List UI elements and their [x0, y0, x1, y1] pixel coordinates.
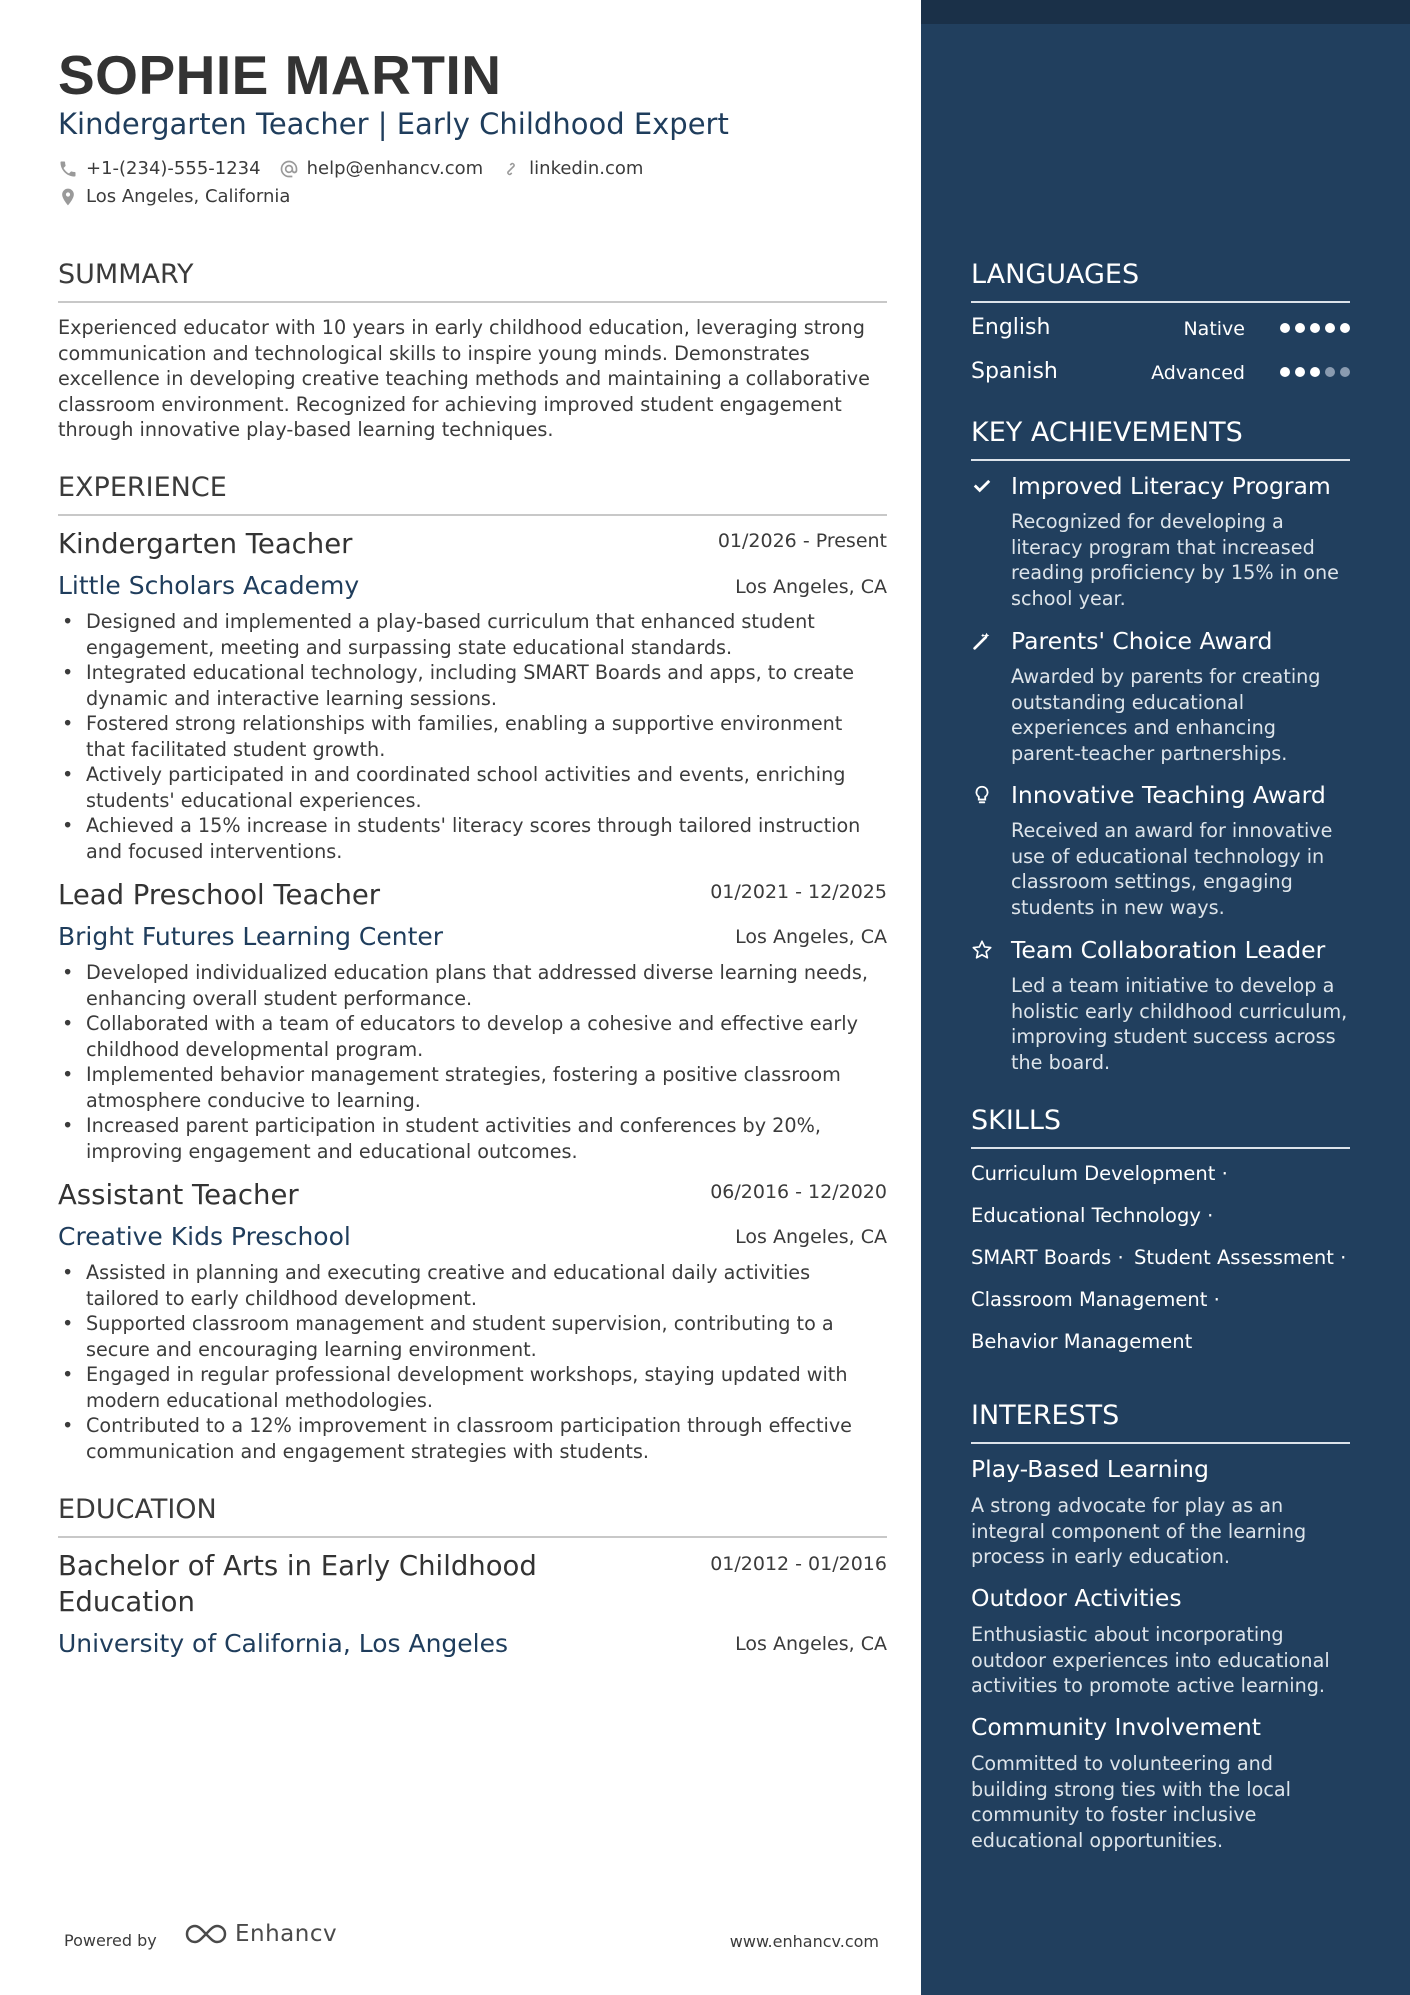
job-location: Los Angeles, CA — [735, 926, 887, 948]
education-school: University of California, Los Angeles — [58, 1629, 509, 1658]
skill-item: SMART Boards · — [971, 1246, 1124, 1269]
list-item: • Supported classroom management and student supervision, contributing to a secure and encouraging learning environment. — [86, 1311, 887, 1362]
list-item: • Achieved a 15% increase in students' literacy scores through tailored instruction and focused interventions. — [86, 813, 887, 864]
language-name: Spanish — [971, 359, 1058, 384]
job-bullets — [58, 1260, 887, 1464]
contact-phone[interactable] — [58, 158, 261, 179]
list-item: • Actively participated in and coordinated school activities and events, enriching students' educational experiences. — [86, 762, 887, 813]
job-company: Bright Futures Learning Center — [58, 922, 444, 951]
experience-heading: EXPERIENCE — [58, 470, 887, 516]
star-icon — [971, 939, 995, 963]
interest-title: Outdoor Activities — [971, 1584, 1182, 1612]
dot-filled — [1295, 323, 1305, 333]
language-row — [971, 357, 1350, 387]
footer-powered-by: Powered by — [64, 1931, 157, 1950]
contact-location — [58, 186, 290, 207]
achievements-heading: KEY ACHIEVEMENTS — [971, 415, 1350, 461]
skills-heading: SKILLS — [971, 1103, 1350, 1149]
job-date: 01/2026 - Present — [717, 530, 887, 552]
sidebar — [921, 0, 1410, 1995]
achievement-title: Parents' Choice Award — [1011, 627, 1273, 655]
link-icon — [501, 159, 521, 179]
job-bullets — [58, 960, 887, 1164]
degree-line-2: Education — [58, 1586, 195, 1618]
list-item: • Engaged in regular professional development workshops, staying updated with modern educational methodologies. — [86, 1362, 887, 1413]
interest-title: Community Involvement — [971, 1713, 1261, 1741]
job-location: Los Angeles, CA — [735, 576, 887, 598]
contact-email[interactable] — [279, 158, 484, 179]
enhancv-logo-icon — [183, 1921, 229, 1947]
footer-logo[interactable] — [183, 1921, 337, 1947]
achievement-title: Improved Literacy Program — [1011, 472, 1331, 500]
job-company: Creative Kids Preschool — [58, 1222, 351, 1251]
linkedin-text: linkedin.com — [529, 158, 644, 179]
skill-item: Classroom Management · — [971, 1288, 1220, 1311]
list-item: • Increased parent participation in student activities and conferences by 20%, improving engagement and educational outcomes. — [86, 1113, 887, 1164]
job-title: Lead Preschool Teacher — [58, 879, 381, 911]
list-item: • Collaborated with a team of educators to develop a cohesive and effective early childhood developmental program. — [86, 1011, 887, 1062]
achievement-desc: Led a team initiative to develop a holistic early childhood curriculum, improving student success across the board. — [1011, 974, 1348, 1074]
dot-filled — [1295, 367, 1305, 377]
achievement-title: Innovative Teaching Award — [1011, 781, 1326, 809]
check-icon — [971, 475, 995, 499]
list-item: • Contributed to a 12% improvement in classroom participation through effective communication and engagement strategies with students. — [86, 1413, 887, 1464]
language-level: Native — [1183, 318, 1245, 340]
dot-empty — [1340, 367, 1350, 377]
achievement-desc: Awarded by parents for creating outstanding educational experiences and enhancing parent-teacher partnerships. — [1011, 665, 1321, 765]
achievement-desc: Recognized for developing a literacy program that increased reading proficiency by 15% in one school year. — [1011, 510, 1339, 610]
education-heading: EDUCATION — [58, 1492, 887, 1538]
candidate-title: Kindergarten Teacher | Early Childhood Expert — [58, 107, 729, 141]
list-item: • Implemented behavior management strategies, fostering a positive classroom atmosphere conducive to learning. — [86, 1062, 887, 1113]
achievement-desc: Received an award for innovative use of educational technology in classroom settings, engaging students in new ways. — [1011, 819, 1333, 919]
languages-heading: LANGUAGES — [971, 257, 1350, 303]
list-item: • Assisted in planning and executing creative and educational daily activities tailored to early childhood development. — [86, 1260, 887, 1311]
dot-filled — [1340, 323, 1350, 333]
list-item: • Integrated educational technology, including SMART Boards and apps, to create dynamic and interactive learning sessions. — [86, 660, 887, 711]
location-text: Los Angeles, California — [86, 186, 291, 207]
footer-brand: Enhancv — [235, 1921, 338, 1947]
sidebar-top-band — [921, 0, 1410, 24]
interest-desc: A strong advocate for play as an integral component of the learning process in early education. — [971, 1494, 1307, 1568]
job-date: 06/2016 - 12/2020 — [710, 1181, 887, 1203]
candidate-name: SOPHIE MARTIN — [58, 44, 502, 106]
education-location: Los Angeles, CA — [735, 1633, 887, 1655]
at-icon — [279, 159, 299, 179]
contact-linkedin[interactable] — [501, 158, 643, 179]
job-date: 01/2021 - 12/2025 — [710, 881, 887, 903]
list-item: • Developed individualized education plans that addressed diverse learning needs, enhancing overall student performance. — [86, 960, 887, 1011]
job-company: Little Scholars Academy — [58, 571, 360, 600]
language-level: Advanced — [1151, 362, 1245, 384]
interest-desc: Committed to volunteering and building strong ties with the local community to foster inclusive educational opportunities. — [971, 1752, 1291, 1852]
language-name: English — [971, 315, 1051, 340]
summary-heading: SUMMARY — [58, 257, 887, 303]
dot-filled — [1280, 367, 1290, 377]
contact-row-1 — [58, 158, 661, 179]
skill-item: Behavior Management — [971, 1330, 1193, 1353]
lightbulb-icon — [971, 784, 995, 808]
language-dots — [1275, 367, 1350, 377]
skill-item: Curriculum Development · — [971, 1162, 1228, 1185]
interests-heading: INTERESTS — [971, 1398, 1350, 1444]
language-dots — [1275, 323, 1350, 333]
phone-text: +1-(234)-555-1234 — [86, 158, 261, 179]
job-bullets — [58, 609, 887, 864]
list-item: • Designed and implemented a play-based curriculum that enhanced student engagement, meeting and surpassing state educational standards. — [86, 609, 887, 660]
skill-item: Student Assessment · — [1134, 1246, 1347, 1269]
education-date: 01/2012 - 01/2016 — [710, 1553, 887, 1575]
summary-text: Experienced educator with 10 years in early childhood education, leveraging strong communication and technological skills to inspire young minds. Demonstrates excellence in developing creative teaching methods and maintaining a collaborative classroom environment. Recognized for achieving improved student engagement through innovative play-based learning techniques. — [58, 316, 870, 442]
interest-desc: Enthusiastic about incorporating outdoor experiences into educational activities to promote active learning. — [971, 1623, 1330, 1697]
footer-url[interactable]: www.enhancv.com — [729, 1932, 879, 1951]
dot-filled — [1310, 367, 1320, 377]
interest-title: Play-Based Learning — [971, 1455, 1209, 1483]
dot-filled — [1280, 323, 1290, 333]
location-pin-icon — [58, 187, 78, 207]
dot-empty — [1325, 367, 1335, 377]
email-text: help@enhancv.com — [306, 158, 484, 179]
job-title: Kindergarten Teacher — [58, 528, 353, 560]
job-location: Los Angeles, CA — [735, 1226, 887, 1248]
dot-filled — [1325, 323, 1335, 333]
list-item: • Fostered strong relationships with families, enabling a supportive environment that facilitated student growth. — [86, 711, 887, 762]
contact-row-2 — [58, 186, 308, 207]
phone-icon — [58, 159, 78, 179]
job-title: Assistant Teacher — [58, 1179, 299, 1211]
skill-item: Educational Technology · — [971, 1204, 1214, 1227]
degree-line-1: Bachelor of Arts in Early Childhood — [58, 1550, 537, 1582]
language-row — [971, 313, 1350, 343]
achievement-title: Team Collaboration Leader — [1011, 936, 1326, 964]
magic-wand-icon — [971, 630, 995, 654]
dot-filled — [1310, 323, 1320, 333]
